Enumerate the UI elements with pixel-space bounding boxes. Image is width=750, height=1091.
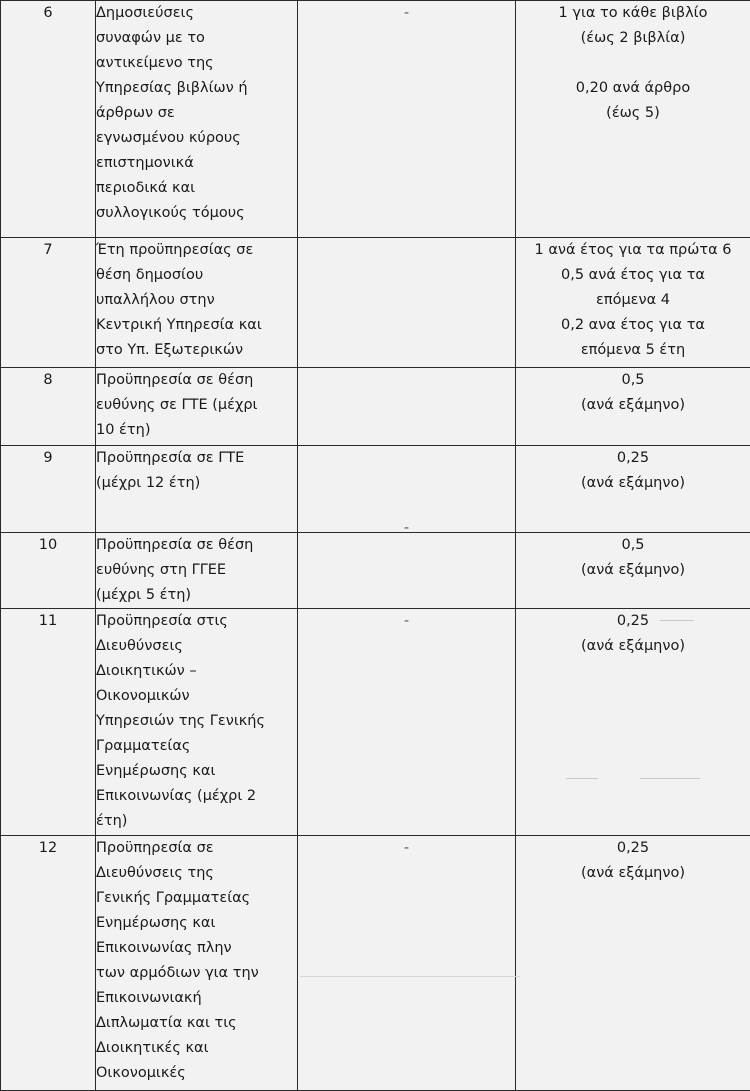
criterion-line: Ενημέρωσης και (96, 759, 297, 784)
scan-noise (566, 778, 598, 779)
points-line: 0,25 (516, 609, 750, 634)
criterion-line: θέση δημοσίου (96, 263, 297, 288)
criterion-line: Διοικητικών – (96, 659, 297, 684)
criterion-line: Υπηρεσιών της Γενικής (96, 709, 297, 734)
criterion-line: υπαλλήλου στην (96, 288, 297, 313)
criterion-line: Οικονομικών (96, 684, 297, 709)
table-row (1, 836, 750, 1091)
criterion-line: (μέχρι 12 έτη) (96, 471, 297, 496)
criterion-line: Προϋπηρεσία σε (96, 836, 297, 861)
criterion-line: Δημοσιεύσεις (96, 1, 297, 26)
criterion-line: συλλογικούς τόμους (96, 201, 297, 226)
points-line: (ανά εξάμηνο) (516, 471, 750, 496)
middle-cell (298, 446, 516, 533)
criterion-line: Προϋπηρεσία σε θέση (96, 533, 297, 558)
criterion-cell (96, 1, 298, 238)
points-line: 0,5 (516, 533, 750, 558)
row-number: 8 (1, 368, 96, 446)
points-line: (ανά εξάμηνο) (516, 861, 750, 886)
criterion-line: Ενημέρωσης και (96, 911, 297, 936)
points-cell (516, 238, 750, 368)
criterion-line: 10 έτη) (96, 418, 297, 443)
criterion-cell (96, 446, 298, 533)
criterion-line: Επικοινωνίας (μέχρι 2 (96, 784, 297, 809)
criterion-cell (96, 609, 298, 836)
row-number: 12 (1, 836, 96, 1091)
table-row (1, 609, 750, 836)
row-number: 6 (1, 1, 96, 238)
criterion-line: Κεντρική Υπηρεσία και (96, 313, 297, 338)
points-line: (έως 2 βιβλία) (516, 26, 750, 51)
criterion-line: Διευθύνσεις της (96, 861, 297, 886)
criterion-line: των αρμόδιων για την (96, 961, 297, 986)
criterion-line: Επικοινωνιακή (96, 986, 297, 1011)
points-line: επόμενα 4 (516, 288, 750, 313)
points-line: 1 ανά έτος για τα πρώτα 6 (516, 238, 750, 263)
points-line: (ανά εξάμηνο) (516, 634, 750, 659)
row-number: 9 (1, 446, 96, 533)
row-number: 11 (1, 609, 96, 836)
criterion-line: αντικείμενο της (96, 51, 297, 76)
points-line: 0,5 ανά έτος για τα (516, 263, 750, 288)
table-row (1, 1, 750, 238)
criterion-line: (μέχρι 5 έτη) (96, 583, 297, 608)
points-line: (ανά εξάμηνο) (516, 393, 750, 418)
criterion-line: Διπλωματία και τις (96, 1011, 297, 1036)
criterion-line: έτη) (96, 809, 297, 834)
points-line: (έως 5) (516, 101, 750, 126)
middle-cell (298, 609, 516, 836)
points-line: 0,2 ανα έτος για τα (516, 313, 750, 338)
table-body (1, 1, 750, 1091)
criterion-line: Επικοινωνίας πλην (96, 936, 297, 961)
scan-noise (660, 620, 694, 621)
criterion-line: Προϋπηρεσία σε θέση (96, 368, 297, 393)
criterion-line: Προϋπηρεσία σε ΓΤΕ (96, 446, 297, 471)
criterion-line: στο Υπ. Εξωτερικών (96, 338, 297, 363)
criterion-line: Προϋπηρεσία στις (96, 609, 297, 634)
criterion-line: Υπηρεσίας βιβλίων ή (96, 76, 297, 101)
criterion-cell (96, 836, 298, 1091)
points-cell (516, 836, 750, 1091)
row-number: 7 (1, 238, 96, 368)
middle-dash: - (404, 5, 409, 21)
criterion-line: ευθύνης σε ΓΤΕ (μέχρι (96, 393, 297, 418)
criterion-line: Έτη προϋπηρεσίας σε (96, 238, 297, 263)
table-row (1, 446, 750, 533)
criterion-cell (96, 238, 298, 368)
points-line: 0,25 (516, 836, 750, 861)
middle-cell (298, 533, 516, 609)
criterion-cell (96, 533, 298, 609)
criterion-line: Διευθύνσεις (96, 634, 297, 659)
criterion-line: Γραμματείας (96, 734, 297, 759)
middle-dash: - (404, 840, 409, 856)
row-number: 10 (1, 533, 96, 609)
criterion-line: περιοδικά και (96, 176, 297, 201)
points-cell (516, 1, 750, 238)
points-cell (516, 446, 750, 533)
points-line: 0,5 (516, 368, 750, 393)
points-gap (516, 51, 750, 76)
criterion-line: Διοικητικές και (96, 1036, 297, 1061)
criterion-line: Γενικής Γραμματείας (96, 886, 297, 911)
middle-cell (298, 368, 516, 446)
middle-cell (298, 836, 516, 1091)
points-line: 0,20 ανά άρθρο (516, 76, 750, 101)
middle-cell (298, 238, 516, 368)
table-row (1, 238, 750, 368)
criterion-line: επιστημονικά (96, 151, 297, 176)
scan-noise (300, 976, 520, 977)
criterion-cell (96, 368, 298, 446)
scan-noise (640, 778, 700, 779)
points-cell (516, 368, 750, 446)
criterion-line: ευθύνης στη ΓΓΕΕ (96, 558, 297, 583)
criterion-line: Οικονομικές (96, 1061, 297, 1086)
points-line: επόμενα 5 έτη (516, 338, 750, 363)
middle-cell (298, 1, 516, 238)
table-row (1, 368, 750, 446)
criterion-line: εγνωσμένου κύρους (96, 126, 297, 151)
points-cell (516, 533, 750, 609)
criterion-line: άρθρων σε (96, 101, 297, 126)
points-line: (ανά εξάμηνο) (516, 558, 750, 583)
middle-dash: - (404, 613, 409, 629)
points-line: 1 για το κάθε βιβλίο (516, 1, 750, 26)
points-cell (516, 609, 750, 836)
middle-dash: - (404, 520, 409, 536)
criterion-line: συναφών με το (96, 26, 297, 51)
points-line: 0,25 (516, 446, 750, 471)
table-row (1, 533, 750, 609)
